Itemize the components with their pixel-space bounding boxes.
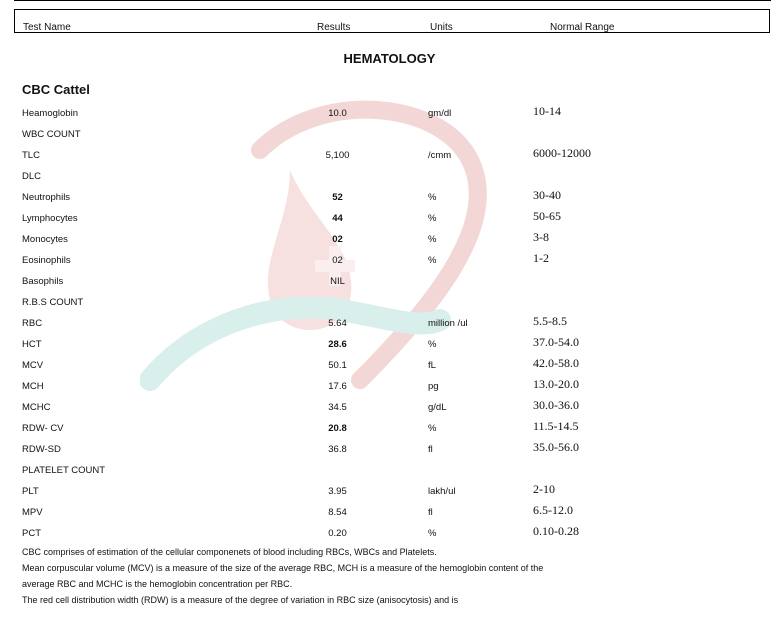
range-cell: 50-65 <box>533 209 561 223</box>
header-normal-range: Normal Range <box>550 22 615 33</box>
top-rule <box>14 0 771 3</box>
unit-cell: pg <box>428 381 439 392</box>
test-name-cell: RBC <box>22 318 43 329</box>
table-row <box>0 276 779 292</box>
note-line: CBC comprises of estimation of the cellular componenets of blood including RBCs, WBCs and Platelets. <box>22 547 437 557</box>
note-line: average RBC and MCHC is the hemoglobin concentration per RBC. <box>22 579 293 589</box>
result-cell: 10.0 <box>328 108 347 119</box>
result-cell: NIL <box>330 276 345 287</box>
result-cell: 44 <box>332 213 343 224</box>
table-row <box>0 419 779 439</box>
test-name-cell: Lymphocytes <box>22 213 78 224</box>
result-cell: 17.6 <box>328 381 347 392</box>
unit-cell: gm/dl <box>428 108 452 119</box>
test-name-cell: R.B.S COUNT <box>22 297 84 308</box>
test-name-cell: RDW-SD <box>22 444 61 455</box>
notes <box>22 544 762 608</box>
result-cell: 3.95 <box>328 486 347 497</box>
range-cell: 5.5-8.5 <box>533 314 567 328</box>
table-row <box>0 482 779 502</box>
table-row <box>0 356 779 376</box>
result-cell: 28.6 <box>328 339 347 350</box>
unit-cell: % <box>428 213 437 224</box>
table-row <box>0 209 779 229</box>
result-cell: 50.1 <box>328 360 347 371</box>
table-row <box>0 251 779 271</box>
table-row <box>0 188 779 208</box>
unit-cell: fl <box>428 507 433 518</box>
unit-cell: % <box>428 339 437 350</box>
test-name-cell: MPV <box>22 507 43 518</box>
test-name-cell: Neutrophils <box>22 192 71 203</box>
table-row <box>0 465 779 481</box>
table-row <box>0 297 779 313</box>
test-name-cell: RDW- CV <box>22 423 64 434</box>
test-name-cell: MCH <box>22 381 44 392</box>
unit-cell: % <box>428 255 437 266</box>
test-name-cell: Monocytes <box>22 234 68 245</box>
table-row <box>0 377 779 397</box>
range-cell: 2-10 <box>533 482 555 496</box>
range-cell: 42.0-58.0 <box>533 356 579 370</box>
table-row <box>0 503 779 523</box>
header-results: Results <box>317 22 351 33</box>
range-cell: 13.0-20.0 <box>533 377 579 391</box>
unit-cell: g/dL <box>428 402 447 413</box>
section-title: CBC Cattel <box>22 82 90 97</box>
test-name-cell: WBC COUNT <box>22 129 81 140</box>
note-line: The red cell distribution width (RDW) is a measure of the degree of variation in RBC size (anisocytosis) and is <box>22 595 459 605</box>
range-cell: 6.5-12.0 <box>533 503 573 517</box>
table-row <box>0 524 779 544</box>
result-cell: 52 <box>332 192 343 203</box>
header-test-name: Test Name <box>23 22 71 33</box>
unit-cell: fl <box>428 444 433 455</box>
table-row <box>0 335 779 355</box>
test-name-cell: MCV <box>22 360 44 371</box>
range-cell: 6000-12000 <box>533 146 591 160</box>
range-cell: 0.10-0.28 <box>533 524 579 538</box>
test-name-cell: Heamoglobin <box>22 108 78 119</box>
test-name-cell: MCHC <box>22 402 51 413</box>
test-name-cell: PCT <box>22 528 41 539</box>
range-cell: 30-40 <box>533 188 561 202</box>
result-cell: 5.64 <box>328 318 347 329</box>
test-name-cell: HCT <box>22 339 42 350</box>
test-name-cell: TLC <box>22 150 40 161</box>
range-cell: 10-14 <box>533 104 561 118</box>
header-units: Units <box>430 22 453 33</box>
test-name-cell: PLT <box>22 486 39 497</box>
test-name-cell: DLC <box>22 171 42 182</box>
note-line: Mean corpuscular volume (MCV) is a measure of the size of the average RBC, MCH is a measure of the hemoglobin content of the <box>22 563 544 573</box>
report-title: HEMATOLOGY <box>343 51 436 66</box>
range-cell: 37.0-54.0 <box>533 335 579 349</box>
result-cell: 8.54 <box>328 507 347 518</box>
range-cell: 30.0-36.0 <box>533 398 579 412</box>
range-cell: 3-8 <box>533 230 549 244</box>
unit-cell: fL <box>428 360 436 371</box>
unit-cell: % <box>428 528 437 539</box>
result-cell: 0.20 <box>328 528 347 539</box>
table-row <box>0 314 779 334</box>
test-name-cell: Eosinophils <box>22 255 71 266</box>
range-cell: 35.0-56.0 <box>533 440 579 454</box>
range-cell: 1-2 <box>533 251 549 265</box>
table-row <box>0 104 779 124</box>
table-row <box>0 398 779 418</box>
unit-cell: lakh/ul <box>428 486 456 497</box>
result-cell: 34.5 <box>328 402 347 413</box>
unit-cell: million /ul <box>428 318 468 329</box>
result-cell: 5,100 <box>325 150 350 161</box>
unit-cell: % <box>428 234 437 245</box>
table-row <box>0 230 779 250</box>
unit-cell: /cmm <box>428 150 452 161</box>
table-header <box>14 9 770 33</box>
test-name-cell: PLATELET COUNT <box>22 465 106 476</box>
result-cell: 02 <box>332 234 343 245</box>
result-cell: 02 <box>332 255 343 266</box>
result-cell: 20.8 <box>328 423 347 434</box>
test-name-cell: Basophils <box>22 276 64 287</box>
result-cell: 36.8 <box>328 444 347 455</box>
unit-cell: % <box>428 192 437 203</box>
table-row <box>0 171 779 187</box>
range-cell: 11.5-14.5 <box>533 419 579 433</box>
table-row <box>0 129 779 145</box>
unit-cell: % <box>428 423 437 434</box>
table-row <box>0 146 779 166</box>
table-row <box>0 440 779 460</box>
